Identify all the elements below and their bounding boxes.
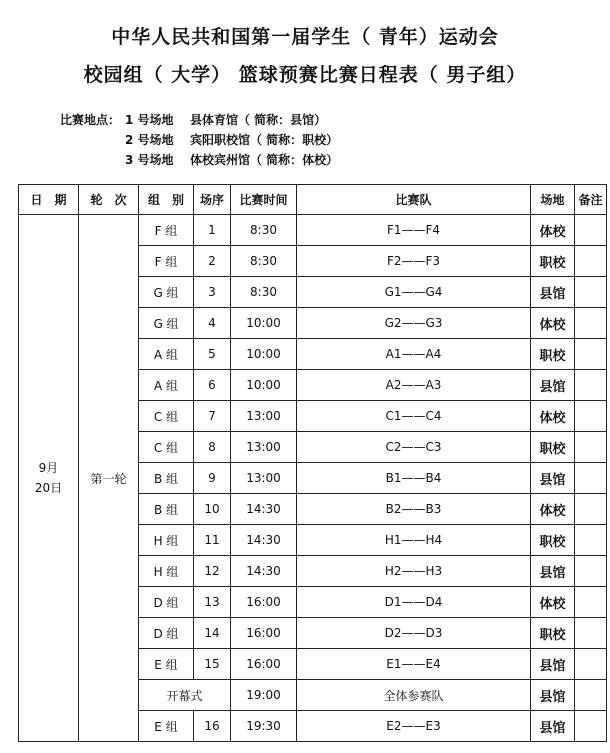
venue-row-3 xyxy=(60,150,338,170)
teams-cell: B1——B4 xyxy=(297,463,531,494)
seq-cell: 6 xyxy=(194,370,231,401)
table-row xyxy=(19,215,607,246)
time-cell: 14:30 xyxy=(231,525,297,556)
venue-cell: 县馆 xyxy=(531,711,575,742)
seq-cell: 13 xyxy=(194,587,231,618)
note-cell xyxy=(575,463,607,494)
teams-cell: F2——F3 xyxy=(297,246,531,277)
group-cell: G 组 xyxy=(139,308,194,339)
venue-cell: 体校 xyxy=(531,215,575,246)
seq-cell: 16 xyxy=(194,711,231,742)
note-cell xyxy=(575,339,607,370)
note-cell xyxy=(575,680,607,711)
time-cell: 14:30 xyxy=(231,556,297,587)
header-date: 日 期 xyxy=(19,185,79,215)
note-cell xyxy=(575,246,607,277)
time-cell: 16:00 xyxy=(231,649,297,680)
header-group: 组 别 xyxy=(139,185,194,215)
teams-cell: 全体参赛队 xyxy=(297,680,531,711)
seq-cell: 2 xyxy=(194,246,231,277)
time-cell: 8:30 xyxy=(231,215,297,246)
group-cell: A 组 xyxy=(139,339,194,370)
title-line-2: 校园组（ 大学） 篮球预赛比赛日程表（ 男子组） xyxy=(83,64,527,86)
group-cell: F 组 xyxy=(139,215,194,246)
venue-name: 体校宾州馆（ 简称：体校） xyxy=(190,153,339,167)
note-cell xyxy=(575,618,607,649)
venue-cell: 县馆 xyxy=(531,277,575,308)
seq-cell: 7 xyxy=(194,401,231,432)
group-cell: H 组 xyxy=(139,525,194,556)
group-cell: H 组 xyxy=(139,556,194,587)
venue-cell: 职校 xyxy=(531,432,575,463)
note-cell xyxy=(575,215,607,246)
teams-cell: F1——F4 xyxy=(297,215,531,246)
teams-cell: H1——H4 xyxy=(297,525,531,556)
header-seq: 场序 xyxy=(194,185,231,215)
venue-number: 2 号场地 xyxy=(125,133,174,147)
venue-cell: 职校 xyxy=(531,339,575,370)
group-cell: C 组 xyxy=(139,432,194,463)
time-cell: 19:00 xyxy=(231,680,297,711)
group-cell: F 组 xyxy=(139,246,194,277)
header-time: 比赛时间 xyxy=(231,185,297,215)
teams-cell: C2——C3 xyxy=(297,432,531,463)
note-cell xyxy=(575,525,607,556)
seq-cell: 9 xyxy=(194,463,231,494)
time-cell: 16:00 xyxy=(231,618,297,649)
venue-name: 县体育馆（ 简称：县馆） xyxy=(190,113,327,127)
note-cell xyxy=(575,308,607,339)
seq-cell: 15 xyxy=(194,649,231,680)
time-cell: 14:30 xyxy=(231,494,297,525)
teams-cell: G2——G3 xyxy=(297,308,531,339)
header-teams: 比赛队 xyxy=(297,185,531,215)
time-cell: 13:00 xyxy=(231,401,297,432)
venue-list xyxy=(60,110,338,170)
venue-cell: 县馆 xyxy=(531,649,575,680)
teams-cell: C1——C4 xyxy=(297,401,531,432)
venue-cell: 县馆 xyxy=(531,463,575,494)
time-cell: 13:00 xyxy=(231,432,297,463)
time-cell: 10:00 xyxy=(231,308,297,339)
seq-cell: 12 xyxy=(194,556,231,587)
time-cell: 16:00 xyxy=(231,587,297,618)
seq-cell: 8 xyxy=(194,432,231,463)
group-cell: D 组 xyxy=(139,587,194,618)
group-cell: G 组 xyxy=(139,277,194,308)
venue-cell: 体校 xyxy=(531,494,575,525)
note-cell xyxy=(575,649,607,680)
seq-cell: 1 xyxy=(194,215,231,246)
venue-label: 比赛地点： xyxy=(60,113,121,127)
teams-cell: A1——A4 xyxy=(297,339,531,370)
schedule-body xyxy=(19,215,607,742)
teams-cell: D1——D4 xyxy=(297,587,531,618)
venue-cell: 职校 xyxy=(531,246,575,277)
time-cell: 8:30 xyxy=(231,277,297,308)
venue-number: 1 号场地 xyxy=(125,113,174,127)
seq-cell: 5 xyxy=(194,339,231,370)
venue-cell: 职校 xyxy=(531,525,575,556)
title-line-1: 中华人民共和国第一届学生（ 青年）运动会 xyxy=(111,26,499,48)
note-cell xyxy=(575,401,607,432)
seq-cell: 3 xyxy=(194,277,231,308)
group-cell: E 组 xyxy=(139,649,194,680)
time-cell: 19:30 xyxy=(231,711,297,742)
header-round: 轮 次 xyxy=(79,185,139,215)
time-cell: 8:30 xyxy=(231,246,297,277)
venue-cell: 县馆 xyxy=(531,556,575,587)
round-cell: 第一轮 xyxy=(79,215,139,742)
teams-cell: G1——G4 xyxy=(297,277,531,308)
note-cell xyxy=(575,711,607,742)
time-cell: 10:00 xyxy=(231,339,297,370)
group-cell: B 组 xyxy=(139,494,194,525)
note-cell xyxy=(575,432,607,463)
teams-cell: H2——H3 xyxy=(297,556,531,587)
venue-row-1 xyxy=(60,110,338,130)
venue-cell: 体校 xyxy=(531,401,575,432)
venue-cell: 县馆 xyxy=(531,370,575,401)
header-note: 备注 xyxy=(575,185,607,215)
group-cell: A 组 xyxy=(139,370,194,401)
venue-name: 宾阳职校馆（ 简称：职校） xyxy=(190,133,339,147)
date-cell: 9月 20日 xyxy=(19,215,79,742)
venue-cell: 职校 xyxy=(531,618,575,649)
group-cell: 开幕式 xyxy=(139,680,231,711)
group-cell: C 组 xyxy=(139,401,194,432)
group-cell: D 组 xyxy=(139,618,194,649)
teams-cell: D2——D3 xyxy=(297,618,531,649)
schedule-table xyxy=(18,184,607,742)
note-cell xyxy=(575,277,607,308)
group-cell: B 组 xyxy=(139,463,194,494)
time-cell: 13:00 xyxy=(231,463,297,494)
seq-cell: 11 xyxy=(194,525,231,556)
note-cell xyxy=(575,556,607,587)
note-cell xyxy=(575,370,607,401)
teams-cell: A2——A3 xyxy=(297,370,531,401)
teams-cell: B2——B3 xyxy=(297,494,531,525)
teams-cell: E2——E3 xyxy=(297,711,531,742)
seq-cell: 4 xyxy=(194,308,231,339)
header-venue: 场地 xyxy=(531,185,575,215)
note-cell xyxy=(575,587,607,618)
seq-cell: 10 xyxy=(194,494,231,525)
venue-cell: 体校 xyxy=(531,308,575,339)
venue-cell: 体校 xyxy=(531,587,575,618)
teams-cell: E1——E4 xyxy=(297,649,531,680)
venue-row-2 xyxy=(60,130,338,150)
note-cell xyxy=(575,494,607,525)
venue-cell: 县馆 xyxy=(531,680,575,711)
group-cell: E 组 xyxy=(139,711,194,742)
table-header-row xyxy=(19,185,607,215)
seq-cell: 14 xyxy=(194,618,231,649)
time-cell: 10:00 xyxy=(231,370,297,401)
venue-number: 3 号场地 xyxy=(125,153,174,167)
